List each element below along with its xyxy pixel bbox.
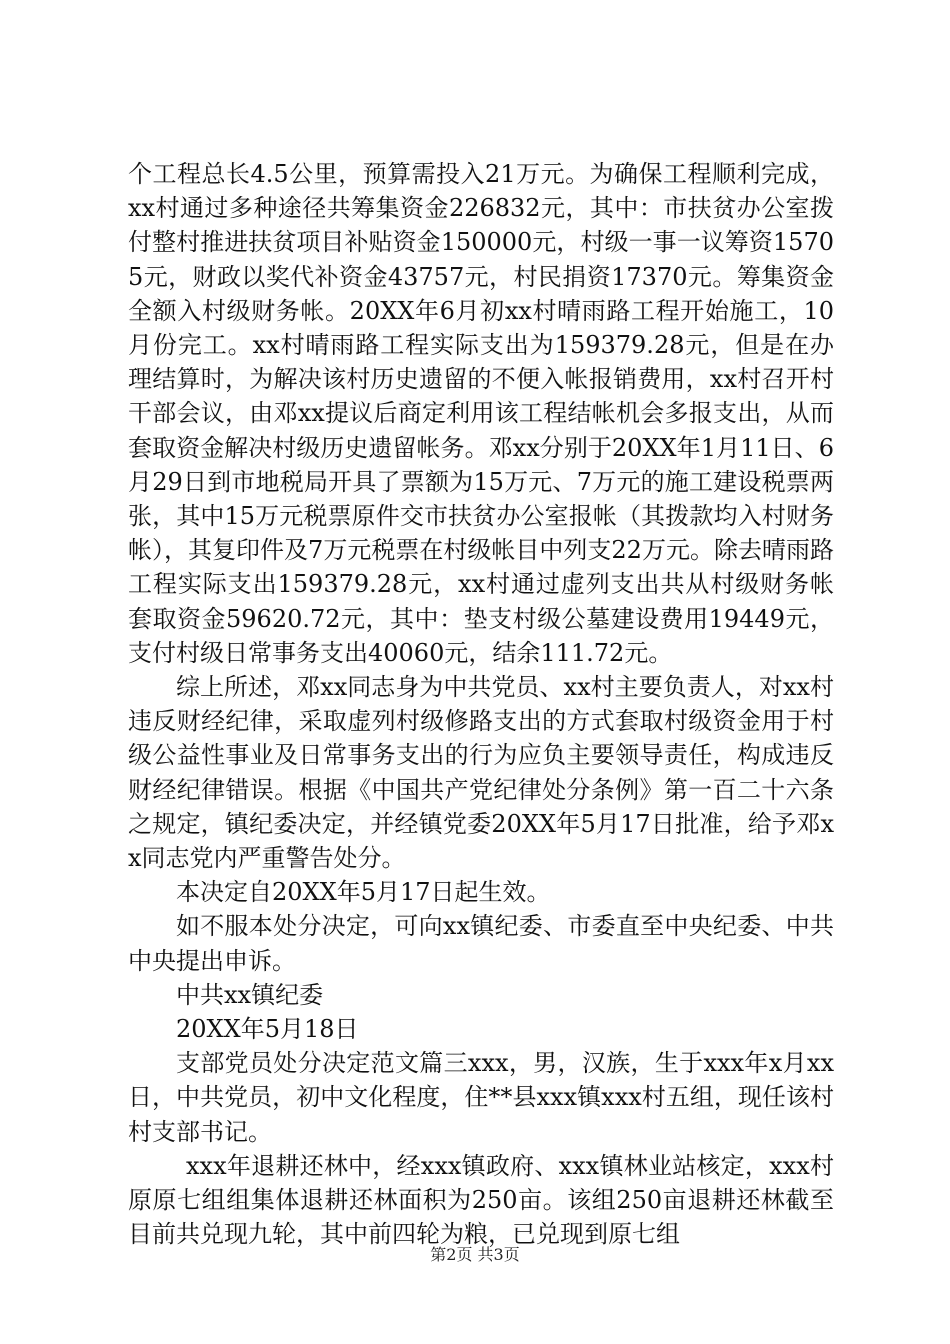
page-footer: 第2页 共3页 <box>430 1245 520 1264</box>
signature-organization: 中共xx镇纪委 <box>176 980 324 1009</box>
paragraph-project-funding: 个工程总长4.5公里，预算需投入21万元。为确保工程顺利完成，xx村通过多种途径共筹集资金226832元，其中：市扶贫办公室拨付整村推进扶贫项目补贴资金150000元，村级一事一议筹资15705元，财政以奖代补资金43757元，村民捐资17370元。筹集资金全额入村级财务帐。20XX年6月初xx村晴雨路工程开始施工，10月份完工。xx村晴雨路工程实际支出为159379.28元，但是在办理结算时，为解决该村历史遗留的不便入帐报销费用，xx村召开村干部会议，由邓xx提议后商定利用该工程结帐机会多报支出，从而套取资金解决村级历史遗留帐务。邓xx分别于20XX年1月11日、6月29日到市地税局开具了票额为15万元、7万元的施工建设税票两张，其中15万元税票原件交市扶贫办公室报帐（其拨款均入村财务帐），其复印件及7万元税票在村级帐目中列支22万元。除去晴雨路工程实际支出159379.28元，xx村通过虚列支出共从村级财务帐套取资金59620.72元，其中：垫支村级公墓建设费用19449元，支付村级日常事务支出40060元，结余111.72元。 <box>128 160 834 667</box>
signature-date: 20XX年5月18日 <box>176 1015 359 1044</box>
document-body <box>128 157 834 1252</box>
paragraph-summary: 综上所述，邓xx同志身为中共党员、xx村主要负责人，对xx村违反财经纪律，采取虚列村级修路支出的方式套取村级资金用于村级公益性事业及日常事务支出的行为应负主要领导责任，构成违反财经纪律错误。根据《中国共产党纪律处分条例》第一百二十六条之规定，镇纪委决定，并经镇党委20XX年5月17日批准，给予邓xx同志党内严重警告处分。 <box>128 673 834 873</box>
paragraph-sample-three: 支部党员处分决定范文篇三xxx，男，汉族，生于xxx年x月xx日，中共党员，初中文化程度，住**县xxx镇xxx村五组，现任该村村支部书记。 <box>128 1049 834 1146</box>
paragraph-effective-date: 本决定自20XX年5月17日起生效。 <box>176 878 551 907</box>
paragraph-appeal: 如不服本处分决定，可向xx镇纪委、市委直至中央纪委、中共中央提出申诉。 <box>128 912 834 975</box>
paragraph-reforestation: xxx年退耕还林中，经xxx镇政府、xxx镇林业站核定，xxx村原原七组组集体退耕还林面积为250亩。该组250亩退耕还林截至目前共兑现九轮，其中前四轮为粮，已兑现到原七组 <box>128 1151 834 1249</box>
